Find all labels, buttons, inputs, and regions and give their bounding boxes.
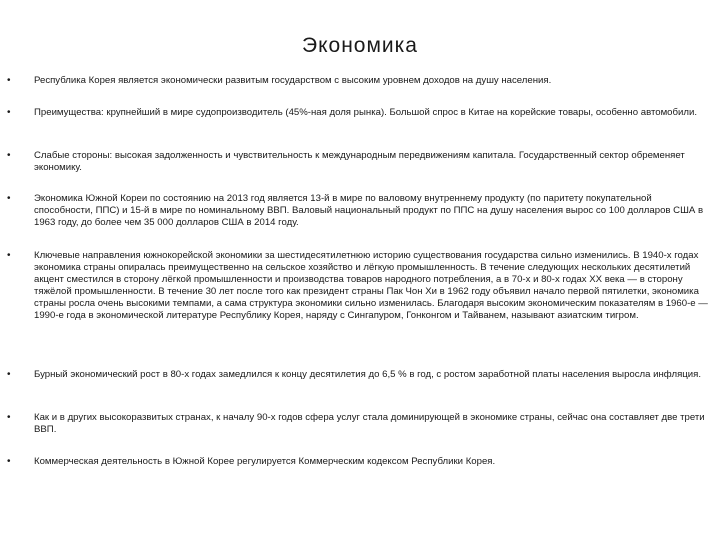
slide-title: Экономика — [302, 34, 418, 57]
bullet-text: Коммерческая деятельность в Южной Корее регулируется Коммерческим кодексом Республики Корея. — [34, 456, 496, 467]
bullet-marker: • — [7, 107, 11, 118]
bullet-marker: • — [7, 250, 11, 261]
bullet-marker: • — [7, 369, 11, 380]
bullet-text: Как и в других высокоразвитых странах, к началу 90-х годов сфера услуг стала доминирующей в экономике страны, сейчас она составляет две трети ВВП. — [34, 412, 705, 435]
bullet-marker: • — [7, 456, 11, 467]
bullet-text: Бурный экономический рост в 80-х годах замедлился к концу десятилетия до 6,5 % в год, с ростом заработной платы населения выросла инфляция. — [34, 369, 701, 380]
bullet-text: Экономика Южной Кореи по состоянию на 2013 год является 13-й в мире по валовому внутреннему продукту (по паритету покупательной способности, ППС) и 15-й в мире по номинальному ВВП. Валовый национальный продукт по ППС на душу населения вырос со 100 долларов США в 1963 году, до более чем 35 000 долларов США в 2014 году. — [34, 193, 704, 228]
bullet-text: Слабые стороны: высокая задолженность и чувствительность к международным передвижениям капитала. Государственный сектор обременяет экономику. — [34, 150, 685, 173]
bullet-marker: • — [7, 150, 11, 161]
bullet-text: Республика Корея является экономически развитым государством с высоким уровнем доходов на душу населения. — [34, 75, 552, 86]
bullet-marker: • — [7, 412, 11, 423]
bullet-marker: • — [7, 193, 11, 204]
bullet-text: Ключевые направления южнокорейской экономики за шестидесятилетнюю историю существования государства сильно изменились. В 1940-х годах экономика страны опиралась преимущественно на сельское хозяйство и лёгкую промышленность. В течение следующих нескольких десятилетий акцент сместился в сторону лёгкой промышленности и производства товаров народного потребления, а в 70-х и 80-х годах XX века — в сторону тяжёлой промышленности. В течение 30 лет после того как президент страны Пак Чон Хи в 1962 году объявил начало первой пятилетки, экономика страны росла очень высокими темпами, а сама структура экономики сильно изменилась. Благодаря высоким экономическим показателям в 1960-е — 1990-е года в экономической литературе Республику Корея, наряду с Сингапуром, Гонконгом и Тайванем, называют азиатским тигром. — [34, 250, 708, 321]
bullet-text: Преимущества: крупнейший в мире судопроизводитель (45%-ная доля рынка). Большой спрос в Китае на корейские товары, особенно автомобили. — [34, 107, 697, 118]
bullet-marker: • — [7, 75, 11, 86]
